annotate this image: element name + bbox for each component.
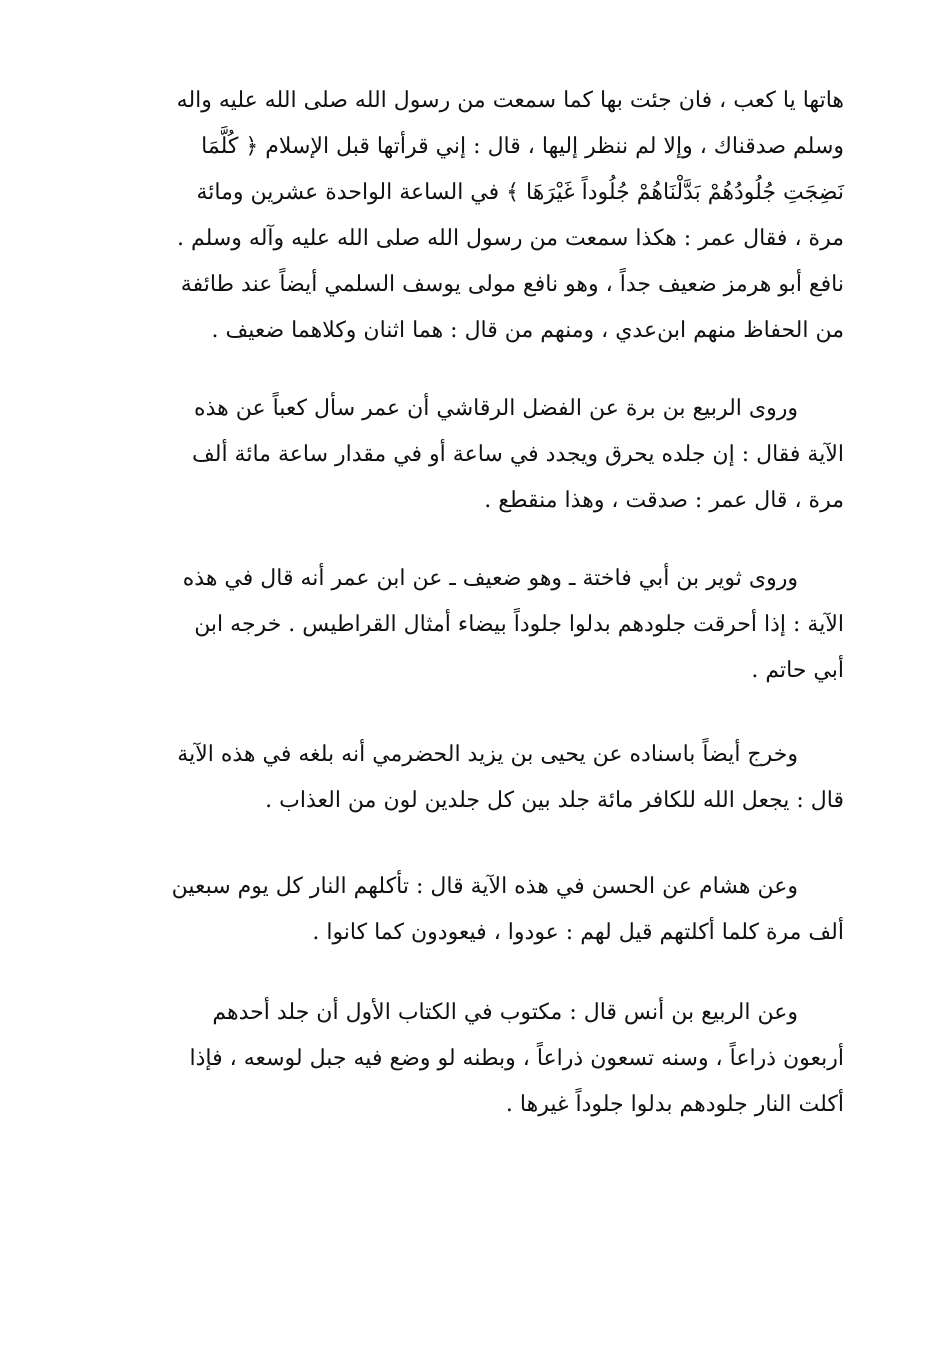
text-line-wrap [96, 732, 844, 778]
text-line: مرة ، قال عمر : صدقت ، وهذا منقطع . [484, 488, 844, 513]
text-line: أبي حاتم . [751, 658, 844, 683]
text-line: وعن الربيع بن أنس قال : مكتوب في الكتاب الأول أن جلد أحدهم [212, 1000, 798, 1025]
paragraph-4 [96, 732, 844, 824]
paragraph-2 [96, 386, 844, 524]
text-line: نَضِجَتِ جُلُودُهُمْ بَدَّلْنَاهُمْ جُلُوداً غَيْرَهَا ﴾ في الساعة الواحدة عشرين ومائة [196, 180, 844, 205]
text-line: الآية : إذا أحرقت جلودهم بدلوا جلوداً بيضاء أمثال القراطيس . خرجه ابن [194, 612, 844, 637]
body-text [96, 78, 844, 1128]
text-line: وروى ثوير بن أبي فاختة ـ وهو ضعيف ـ عن ابن عمر أنه قال في هذه [182, 566, 798, 591]
text-line: من الحفاظ منهم ابن‌عدي ، ومنهم من قال : هما اثنان وكلاهما ضعيف . [211, 318, 844, 343]
paragraph-5 [96, 864, 844, 956]
text-line: أربعون ذراعاً ، وسنه تسعون ذراعاً ، وبطنه لو وضع فيه جبل لوسعه ، فإذا [189, 1046, 844, 1071]
text-line: الآية فقال : إن جلده يحرق ويجدد في ساعة أو في مقدار ساعة مائة ألف [191, 442, 844, 467]
paragraph-1 [96, 78, 844, 354]
text-line: وسلم صدقناك ، وإلا لم ننظر إليها ، قال : إني قرأتها قبل الإسلام ﴿ كُلَّمَا [201, 134, 844, 159]
text-line: وروى الربيع بن برة عن الفضل الرقاشي أن عمر سأل كعباً عن هذه [194, 396, 798, 421]
text-line-wrap [96, 556, 844, 602]
text-line: ألف مرة كلما أكلتهم قيل لهم : عودوا ، فيعودون كما كانوا . [312, 920, 844, 945]
paragraph-3 [96, 556, 844, 694]
text-line: وخرج أيضاً باسناده عن يحيى بن يزيد الحضرمي أنه بلغه في هذه الآية [177, 742, 798, 767]
text-line: قال : يجعل الله للكافر مائة جلد بين كل جلدين لون من العذاب . [265, 788, 844, 813]
text-line: هاتها يا كعب ، فان جئت بها كما سمعت من رسول الله صلى الله عليه واله [176, 88, 844, 113]
text-line-wrap [96, 386, 844, 432]
paragraph-6 [96, 990, 844, 1128]
text-line: وعن هشام عن الحسن في هذه الآية قال : تأكلهم النار كل يوم سبعين [171, 874, 798, 899]
text-line: نافع أبو هرمز ضعيف جداً ، وهو نافع مولى يوسف السلمي أيضاً عند طائفة [180, 272, 844, 297]
text-line-wrap [96, 990, 844, 1036]
text-line: مرة ، فقال عمر : هكذا سمعت من رسول الله صلى الله عليه وآله وسلم . [176, 226, 844, 251]
text-line-wrap [96, 864, 844, 910]
text-line: أكلت النار جلودهم بدلوا جلوداً غيرها . [505, 1092, 844, 1117]
